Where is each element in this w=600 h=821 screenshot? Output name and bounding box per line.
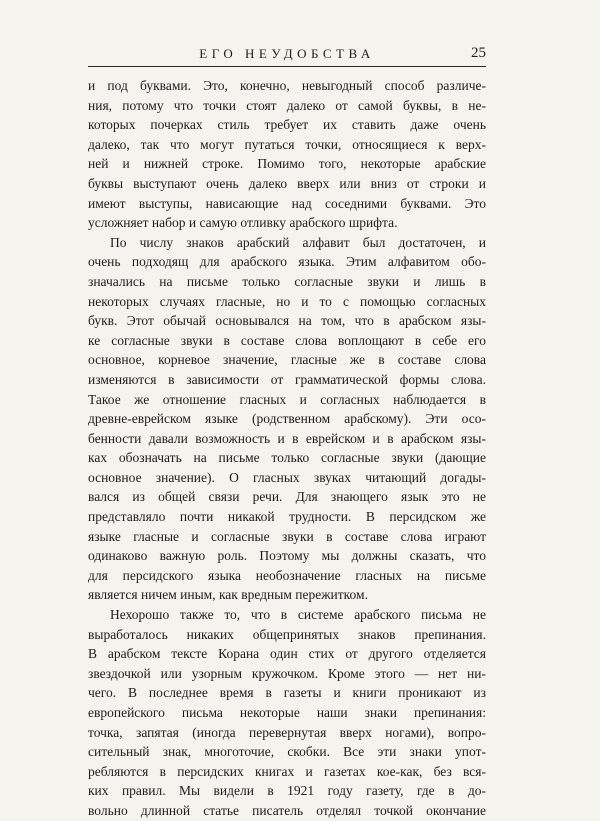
text-line: европейского письма некоторые наши знаки препинания:	[88, 705, 486, 720]
text-line: точка, запятая (иногда перевернутая вверх ногами), вопро-	[88, 724, 486, 740]
text-line: основное, корневое значение, гласные же в составе слова	[88, 352, 486, 368]
text-line: одинаково важную роль. Поэтому мы должны сказать, что	[88, 548, 486, 564]
text-line: По числу знаков арабский алфавит был достаточен, и	[110, 234, 486, 250]
text-line: и под буквами. Это, конечно, невыгодный способ различе-	[88, 78, 486, 93]
text-line: буквы выступают очень далеко вверх или вниз от строки и	[88, 175, 486, 191]
text-line: является ничем иным, как вредным пережитком.	[88, 587, 368, 603]
text-line: изменяются в зависимости от грамматической формы слова.	[88, 371, 486, 387]
text-line: которых почерках стиль требует их ставить даже очень	[88, 117, 486, 133]
text-line: ребляются в персидских книгах и газетах кое-как, без вся-	[88, 763, 486, 779]
text-line: усложняет набор и самую отливку арабского шрифта.	[88, 215, 398, 231]
text-line: чего. В последнее время в газеты и книги проникают из	[88, 685, 486, 701]
paragraph-3	[88, 605, 486, 821]
text-line: ках обозначать на письме только согласные звуки (дающие	[88, 450, 486, 466]
text-line: представляло почти никакой трудности. В персидском же	[88, 509, 486, 525]
text-line: ней и нижней строке. Помимо того, некоторые арабские	[88, 156, 486, 172]
text-line: языке гласные и согласные звуки в составе слова играют	[88, 528, 486, 544]
running-head	[88, 46, 486, 70]
text-line: Нехорошо также то, что в системе арабского письма не	[110, 607, 486, 623]
text-line: ких правил. Мы видели в 1921 году газету, где в до-	[88, 783, 486, 799]
text-line: выработалось никаких общепринятых знаков препинания.	[88, 626, 486, 642]
text-line: основное значение). О гласных звуках читающий догады-	[88, 469, 486, 485]
text-line: звездочкой или узорным кружочком. Кроме этого — нет ни-	[88, 665, 486, 681]
text-line: древне-еврейском языке (родственном арабскому). Эти осо-	[88, 411, 486, 427]
text-line: очень подходящ для арабского языка. Этим алфавитом обо-	[88, 254, 486, 270]
body-text	[88, 76, 486, 821]
text-line: Такое же отношение гласных и согласных наблюдается в	[88, 391, 486, 407]
text-line: букв. Этот обычай основывался на том, что в арабском язы-	[88, 313, 486, 329]
paragraph-2	[88, 233, 486, 605]
text-line: некоторых случаях гласные, но и то с помощью согласных	[88, 293, 486, 309]
text-line: сительный знак, многоточие, скобки. Все эти знаки упот-	[88, 744, 486, 760]
text-line: значались на письме только согласные звуки и лишь в	[88, 273, 486, 289]
text-line: ке согласные звуки в составе слова воплощают в себе его	[88, 332, 486, 348]
running-title: ЕГО НЕУДОБСТВА	[199, 46, 375, 61]
paragraph-1	[88, 76, 486, 233]
text-line: далеко, так что могут путаться точки, относящиеся к верх-	[88, 136, 486, 152]
header-rule	[88, 66, 486, 67]
text-line: ния, потому что точки стоят далеко от самой буквы, в не-	[88, 97, 486, 113]
text-line: вался из общей связи речи. Для знающего язык это не	[88, 489, 486, 505]
text-line: имеют выступы, нависающие над соседними буквами. Это	[88, 195, 486, 211]
text-line: бенности давали возможность и в еврейском и в арабском язы-	[88, 430, 486, 446]
text-line: В арабском тексте Корана один стих от другого отделяется	[88, 646, 486, 662]
text-line: вольно длинной статье писатель отделял точкой окончание	[88, 802, 486, 818]
text-line: для персидского языка необозначение гласных на письме	[88, 567, 486, 583]
page-number: 25	[471, 45, 486, 61]
